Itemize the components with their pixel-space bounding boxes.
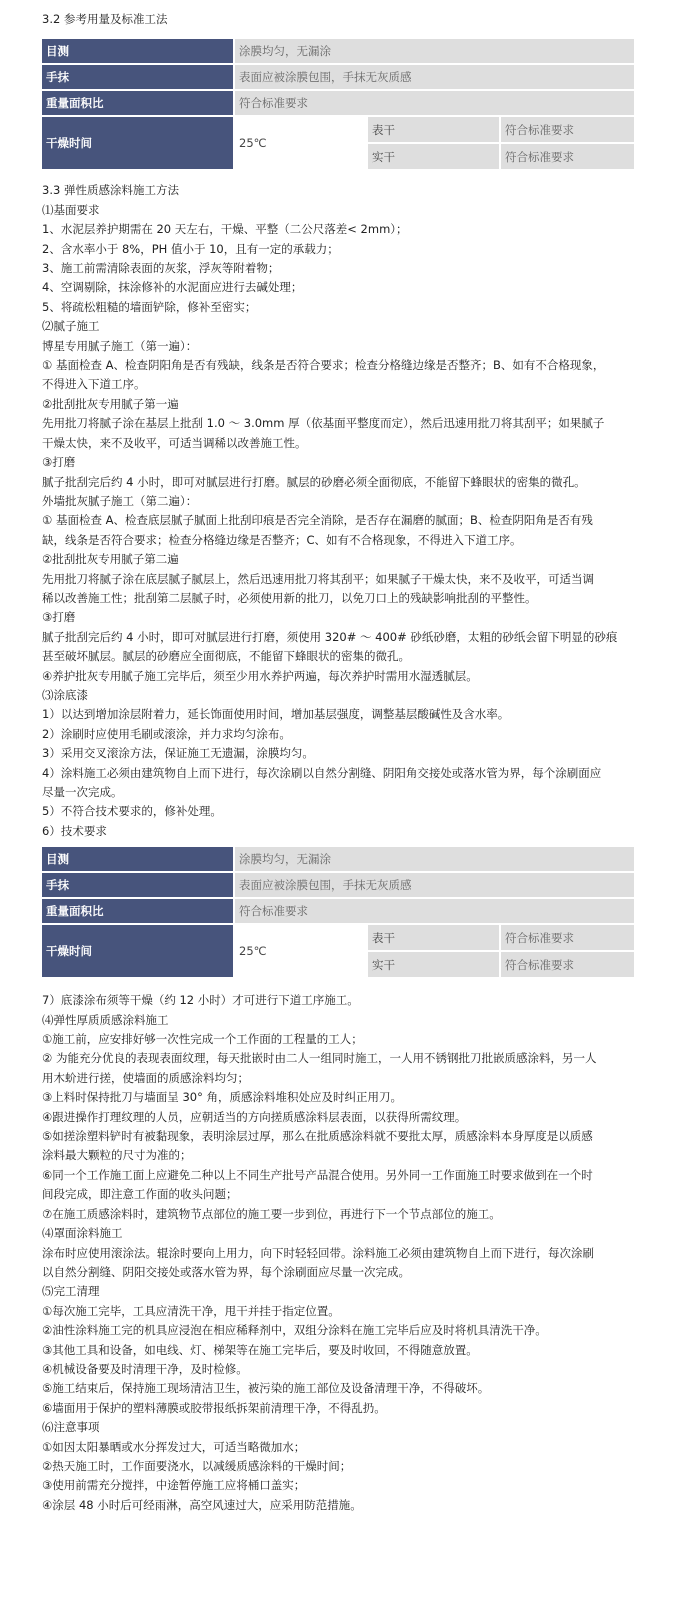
text-line: 3、施工前需清除表面的灰浆，浮灰等附着物； [42, 261, 280, 276]
text-line: ④机械设备要及时清理干净，及时检修。 [42, 1361, 248, 1376]
text-block-b [42, 991, 634, 1515]
table-row [42, 39, 634, 63]
text-line: 腻子批刮完后约 4 小时，即可对腻层进行打磨，须使用 320# ～ 400# 砂纸砂磨，太粗的砂纸会留下明显的砂痕 [42, 629, 618, 644]
text-line: ⑸完工清理 [42, 1284, 100, 1299]
row-value: 涂膜均匀，无漏涂 [235, 39, 634, 63]
sub-label: 实干 [368, 952, 501, 977]
text-block-a [42, 181, 634, 841]
text-line: 3.3 弹性质感涂料施工方法 [42, 183, 179, 198]
row-label: 干燥时间 [42, 117, 235, 169]
text-line: ①施工前，应安排好够一次性完成一个工作面的工程量的工人； [42, 1032, 363, 1047]
table-row [42, 899, 634, 923]
table-row [42, 91, 634, 115]
text-line: 5）不符合技术要求的，修补处理。 [42, 804, 222, 819]
text-line: 缺，线条是否符合要求；检查分格缝边缘是否整齐；C、如有不合格现象，不得进入下道工序。 [42, 532, 522, 547]
table-row [42, 847, 634, 871]
table-row [42, 117, 634, 142]
text-line: 4、空调剔除，抹涂修补的水泥面应进行去碱处理； [42, 280, 303, 295]
text-line: ⑥墙面用于保护的塑料薄膜或胶带报纸拆架前清理干净，不得乱扔。 [42, 1400, 386, 1415]
spec-table-2 [42, 845, 634, 979]
document-body [42, 0, 634, 1515]
row-label: 重量面积比 [42, 899, 235, 923]
text-line: 尽量一次完成。 [42, 785, 123, 799]
text-line: 涂料最大颗粒的尺寸为准的； [42, 1148, 192, 1163]
text-line: ⑷弹性厚质质感涂料施工 [42, 1012, 169, 1027]
row-value: 涂膜均匀，无漏涂 [235, 847, 634, 871]
text-line: ① 基面检查 A、检查阴阳角是否有残缺，线条是否符合要求；检查分格缝边缘是否整齐；B、如有不合格现象， [42, 358, 605, 373]
sub-value: 符合标准要求 [501, 952, 634, 977]
text-line: 腻子批刮完后约 4 小时，即可对腻层进行打磨。腻层的砂磨必须全面彻底，不能留下蜂眼状的密集的微孔。 [42, 474, 586, 489]
temperature-cell: 25℃ [235, 925, 368, 977]
text-line: 2、含水率小于 8%，PH 值小于 10，且有一定的承载力； [42, 241, 339, 256]
text-line: ① 基面检查 A、检查底层腻子腻面上批刮印痕是否完全消除，是否存在漏磨的腻面；B、检查阴阳角是否有残 [42, 513, 593, 528]
row-value: 符合标准要求 [235, 899, 634, 923]
table-row [42, 65, 634, 89]
section-title: 3.2 参考用量及标准工法 [42, 12, 168, 26]
text-line: ⑤如搓涂塑料铲时有被黏现象，表明涂层过厚，那么在批质感涂料就不要批太厚，质感涂料本身厚度是以质感 [42, 1129, 593, 1144]
text-line: ⑴基面要求 [42, 202, 100, 217]
text-line: 甚至破坏腻层。腻层的砂磨应全面彻底，不能留下蜂眼状的密集的微孔。 [42, 649, 410, 664]
row-value: 符合标准要求 [235, 91, 634, 115]
text-line: ②油性涂料施工完的机具应浸泡在相应稀释剂中，双组分涂料在施工完毕后应及时将机具清洗干净。 [42, 1323, 547, 1338]
sub-value: 符合标准要求 [501, 925, 634, 950]
table-row [42, 925, 634, 950]
sub-value: 符合标准要求 [501, 117, 634, 142]
text-line: 稀以改善施工性；批刮第二层腻子时，必须使用新的批刀，以免刀口上的残缺影响批刮的平整性。 [42, 590, 537, 605]
text-line: ③上料时保持批刀与墙面呈 30° 角，质感涂料堆积处应及时纠正用刀。 [42, 1090, 403, 1105]
text-line: 涂布时应使用滚涂法。辊涂时要向上用力，向下时轻轻回带。涂料施工必须由建筑物自上而下进行，每次涂刷 [42, 1245, 594, 1260]
text-line: 博星专用腻子施工（第一遍）： [42, 338, 198, 353]
temperature-cell: 25℃ [235, 117, 368, 169]
text-line: 4）涂料施工必须由建筑物自上而下进行，每次涂刷以自然分割缝、阴阳角交接处或落水管为界，每个涂刷面应 [42, 765, 602, 780]
text-line: 用木蚧进行搓，使墙面的质感涂料均匀； [42, 1070, 249, 1085]
text-line: 不得进入下道工序。 [42, 377, 146, 392]
row-value: 表面应被涂膜包围，手抹无灰质感 [235, 65, 634, 89]
row-label: 手抹 [42, 65, 235, 89]
text-line: ①每次施工完毕，工具应清洗干净，甩干并挂于指定位置。 [42, 1303, 340, 1318]
text-line: ②热天施工时，工作面要浇水，以减缓质感涂料的干燥时间； [42, 1458, 352, 1473]
sub-label: 表干 [368, 117, 501, 142]
text-line: ③打磨 [42, 455, 76, 470]
text-line: 5、将疏松粗糙的墙面铲除，修补至密实； [42, 299, 257, 314]
text-line: ②批刮批灰专用腻子第一遍 [42, 396, 179, 411]
row-label: 手抹 [42, 873, 235, 897]
text-line: ④养护批灰专用腻子施工完毕后，须至少用水养护两遍，每次养护时需用水湿透腻层。 [42, 668, 478, 683]
text-line: ⑶涂底漆 [42, 687, 88, 702]
text-line: ④涂层 48 小时后可经雨淋，高空风速过大，应采用防范措施。 [42, 1497, 362, 1512]
text-line: 1、水泥层养护期需在 20 天左右，干燥、平整（二公尺落差< 2mm）； [42, 222, 408, 237]
row-label: 目测 [42, 39, 235, 63]
text-line: ②批刮批灰专用腻子第二遍 [42, 552, 179, 567]
sub-value: 符合标准要求 [501, 144, 634, 169]
row-label: 重量面积比 [42, 91, 235, 115]
sub-label: 表干 [368, 925, 501, 950]
text-line: 3）采用交叉滚涂方法，保证施工无遗漏，涂膜均匀。 [42, 746, 314, 761]
text-line: ①如因太阳暴晒或水分挥发过大，可适当略微加水； [42, 1439, 306, 1454]
text-line: ⑵腻子施工 [42, 319, 100, 334]
sub-label: 实干 [368, 144, 501, 169]
text-line: ④跟进操作打理纹理的人员，应朝适当的方向搓质感涂料层表面，以获得所需纹理。 [42, 1109, 467, 1124]
text-line: ⑹注意事项 [42, 1420, 100, 1435]
text-line: ⑤施工结束后，保持施工现场清洁卫生，被污染的施工部位及设备清理干净，不得破坏。 [42, 1381, 490, 1396]
text-line: 间段完成，即注意工作面的收头问题； [42, 1187, 238, 1202]
text-line: ② 为能充分优良的表现表面纹理，每天批嵌时由二人一组同时施工，一人用不锈钢批刀批嵌质感涂料，另一人 [42, 1051, 597, 1066]
text-line: ⑥同一个工作施工面上应避免二种以上不同生产批号产品混合使用。另外同一工作面施工时要求做到在一个时 [42, 1167, 593, 1182]
text-line: 以自然分割缝、阴阳交接处或落水管为界，每个涂刷面应尽量一次完成。 [42, 1264, 410, 1279]
text-line: 先用批刀将腻子涂在底层腻子腻层上，然后迅速用批刀将其刮平；如果腻子干燥太快，来不及收平，可适当调 [42, 571, 594, 586]
spec-table-1 [42, 37, 634, 171]
text-line: 外墙批灰腻子施工（第二遍）： [42, 493, 198, 508]
text-line: 7）底漆涂布须等干燥（约 12 小时）才可进行下道工序施工。 [42, 993, 359, 1008]
text-line: ③使用前需充分搅拌，中途暂停施工应将桶口盖实； [42, 1478, 306, 1493]
text-line: ③其他工具和设备，如电线、灯、梯架等在施工完毕后，要及时收回，不得随意放置。 [42, 1342, 478, 1357]
table-row [42, 873, 634, 897]
text-line: 2）涂刷时应使用毛刷或滚涂，并力求均匀涂布。 [42, 726, 291, 741]
row-value: 表面应被涂膜包围，手抹无灰质感 [235, 873, 634, 897]
text-line: ⑷罩面涂料施工 [42, 1226, 123, 1241]
text-line: 干燥太快，来不及收平，可适当调稀以改善施工性。 [42, 435, 307, 450]
text-line: 1）以达到增加涂层附着力，延长饰面使用时间，增加基层强度，调整基层酸碱性及含水率。 [42, 707, 510, 722]
text-line: 6）技术要求 [42, 823, 107, 838]
row-label: 干燥时间 [42, 925, 235, 977]
text-line: 先用批刀将腻子涂在基层上批刮 1.0 ～ 3.0mm 厚（依基面平整度而定），然后迅速用批刀将其刮平；如果腻子 [42, 416, 605, 431]
row-label: 目测 [42, 847, 235, 871]
text-line: ③打磨 [42, 610, 76, 625]
text-line: ⑦在施工质感涂料时，建筑物节点部位的施工要一步到位，再进行下一个节点部位的施工。 [42, 1206, 501, 1221]
